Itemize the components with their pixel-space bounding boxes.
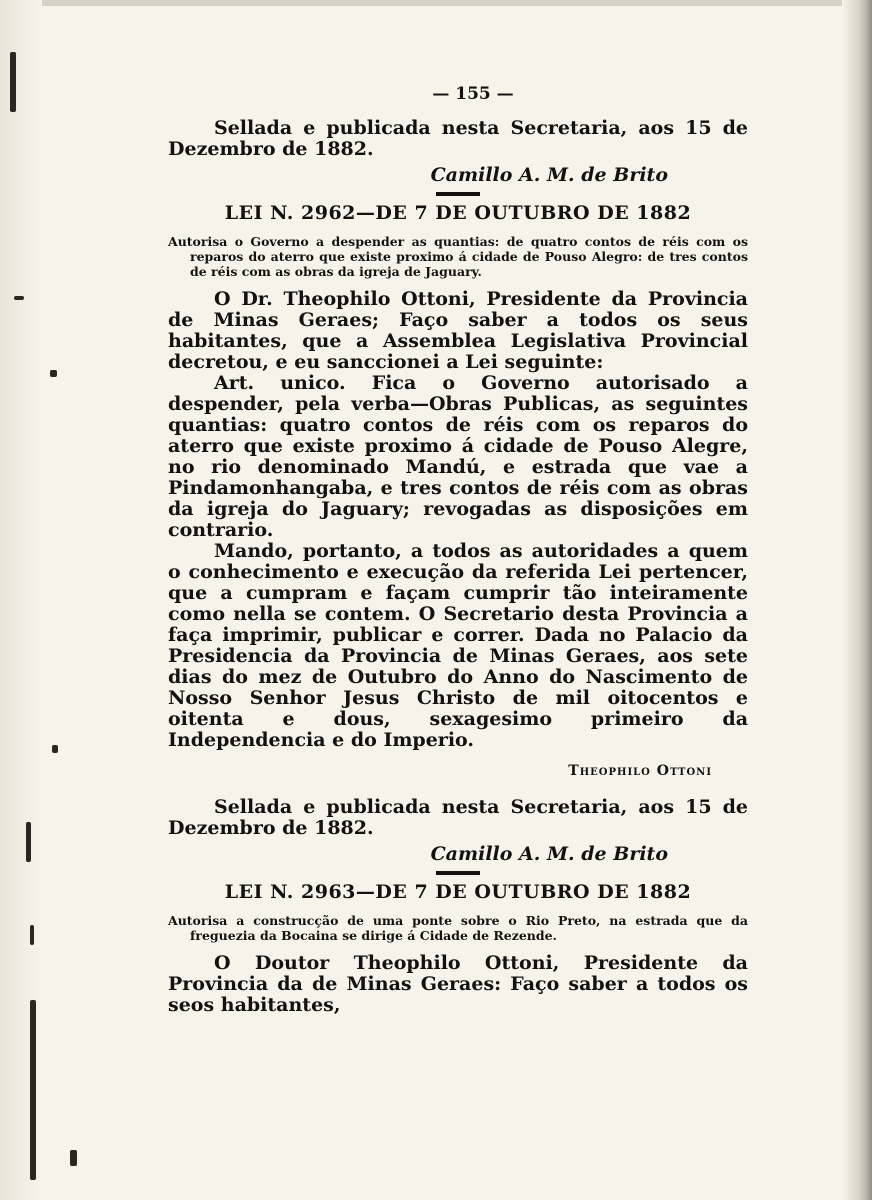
sealed-text-2: Sellada e publicada nesta Secretaria, aos 15 de Dezembro de 1882. [168,796,748,839]
scan-edge-right [842,0,872,1200]
signature-1: Camillo A. M. de Brito [430,164,668,186]
scan-edge-top [0,0,872,6]
section-rule-1 [436,192,480,196]
law-title-2963: LEI N. 2963—DE 7 DE OUTUBRO DE 1882 [224,881,692,903]
law-article-2962: Art. unico. Fica o Governo autorisado a despender, pela verba—Obras Publicas, as seguintes quantias: quatro contos de réis com os reparos do aterro que existe proximo á cidade de Pouso Alegre, no rio denominado Mandú, e estrada que vae a Pindamonhangaba, e tres contos de réis com as obras da igreja do Jaguary; revogadas as disposições em contrario. [168,372,748,541]
document-content [168,84,748,1016]
page-number: — 155 — [432,84,514,104]
sealed-text-1: Sellada e publicada nesta Secretaria, aos 15 de Dezembro de 1882. [168,117,748,160]
signature-2: Camillo A. M. de Brito [430,843,668,865]
law-preamble-2963: O Doutor Theophilo Ottoni, Presidente da Provincia da de Minas Geraes: Faço saber a todos os seos habitantes, [168,952,748,1016]
law-title-2962: LEI N. 2962—DE 7 DE OUTUBRO DE 1882 [224,202,692,224]
law-preamble-2962: O Dr. Theophilo Ottoni, Presidente da Provincia de Minas Geraes; Faço saber a todos os seus habitantes, que a Assemblea Legislativa Provincial decretou, e eu sanccionei a Lei seguinte: [168,288,748,373]
law-summary-2962: Autorisa o Governo a despender as quantias: de quatro contos de réis com os reparos do aterro que existe proximo á cidade de Pouso Alegro: de tres contos de réis com as obras da igreja de Jaguary. [168,234,748,279]
law-mandate-2962: Mando, portanto, a todos as autoridades a quem o conhecimento e execução da referida Lei pertencer, que a cumpram e façam cumprir tão inteiramente como nella se contem. O Secretario desta Provincia a faça imprimir, publicar e correr. Dada no Palacio da Presidencia da Provincia de Minas Geraes, aos sete dias do mez de Outubro do Anno do Nascimento de Nosso Senhor Jesus Christo de mil oitocentos e oitenta e dous, sexagesimo primeiro da Independencia e do Imperio. [168,540,748,751]
law-author-2962: Theophilo Ottoni [568,763,712,779]
law-summary-2963: Autorisa a construcção de uma ponte sobre o Rio Preto, na estrada que da freguezia da Bocaina se dirige á Cidade de Rezende. [168,913,748,943]
section-rule-2 [436,871,480,875]
